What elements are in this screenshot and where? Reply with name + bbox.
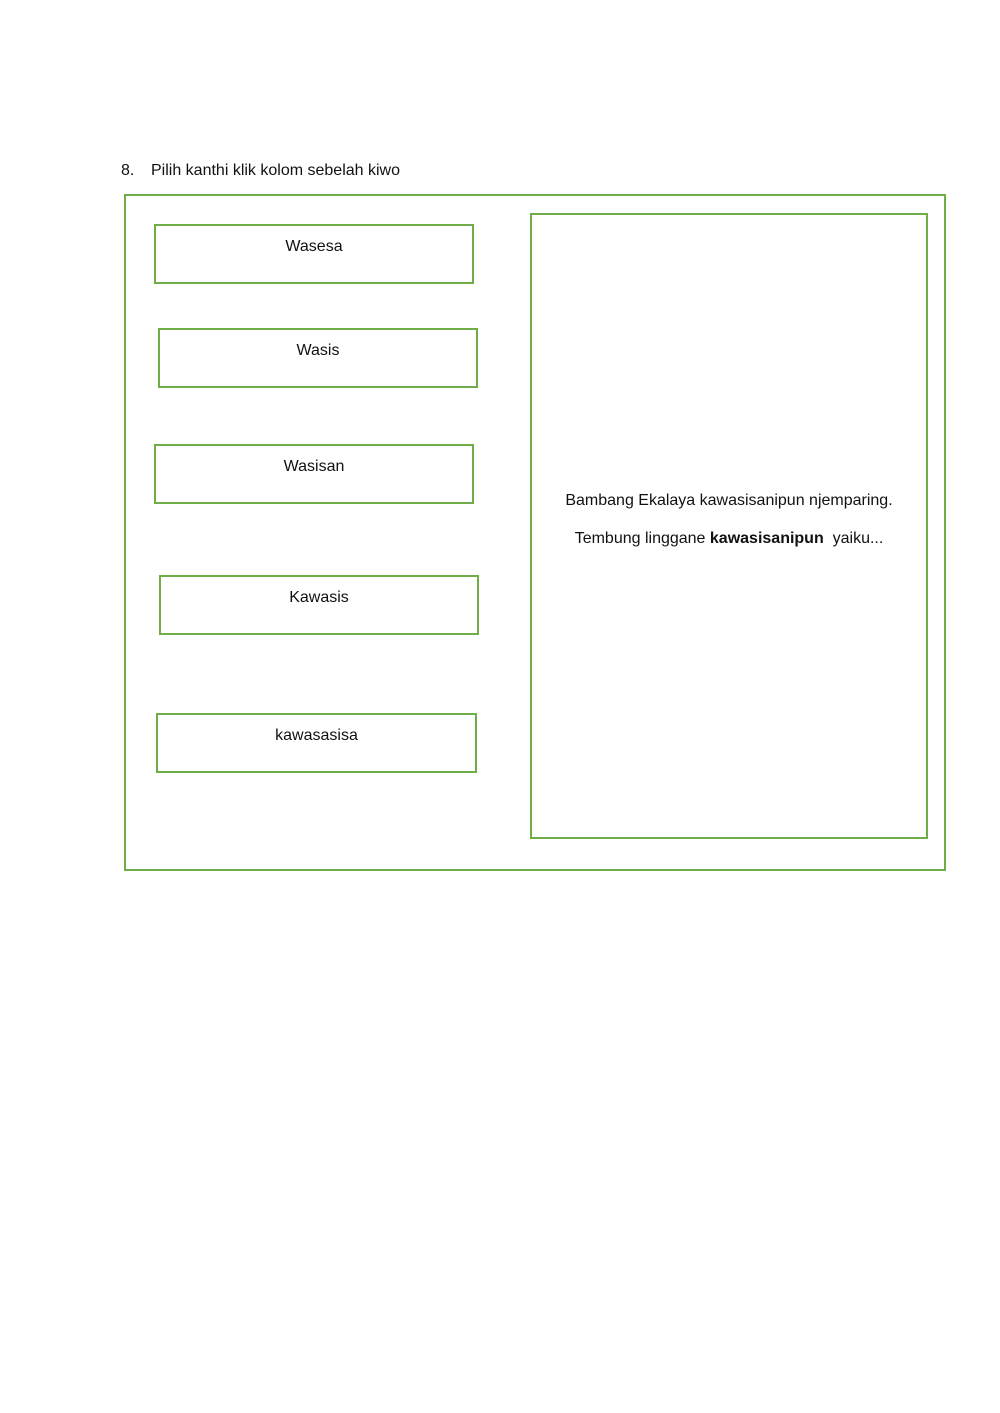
prompt-keyword: kawasisanipun: [709, 530, 824, 547]
prompt-text: Tembung linggane: [574, 530, 710, 547]
option-button[interactable]: Kawasis: [159, 575, 479, 635]
prompt-ending: yaiku...: [823, 530, 884, 547]
question-box: [530, 213, 928, 839]
option-button[interactable]: kawasasisa: [156, 713, 477, 773]
option-button[interactable]: Wasis: [158, 328, 478, 388]
instruction-text: Pilih kanthi klik kolom sebelah kiwo: [151, 162, 400, 179]
option-button[interactable]: Wasesa: [154, 224, 474, 284]
question-prompt: [532, 529, 926, 549]
instruction: [121, 160, 400, 182]
option-button[interactable]: Wasisan: [154, 444, 474, 504]
question-sentence: Bambang Ekalaya kawasisanipun njemparing.: [565, 492, 893, 509]
question-number: 8.: [121, 162, 135, 179]
